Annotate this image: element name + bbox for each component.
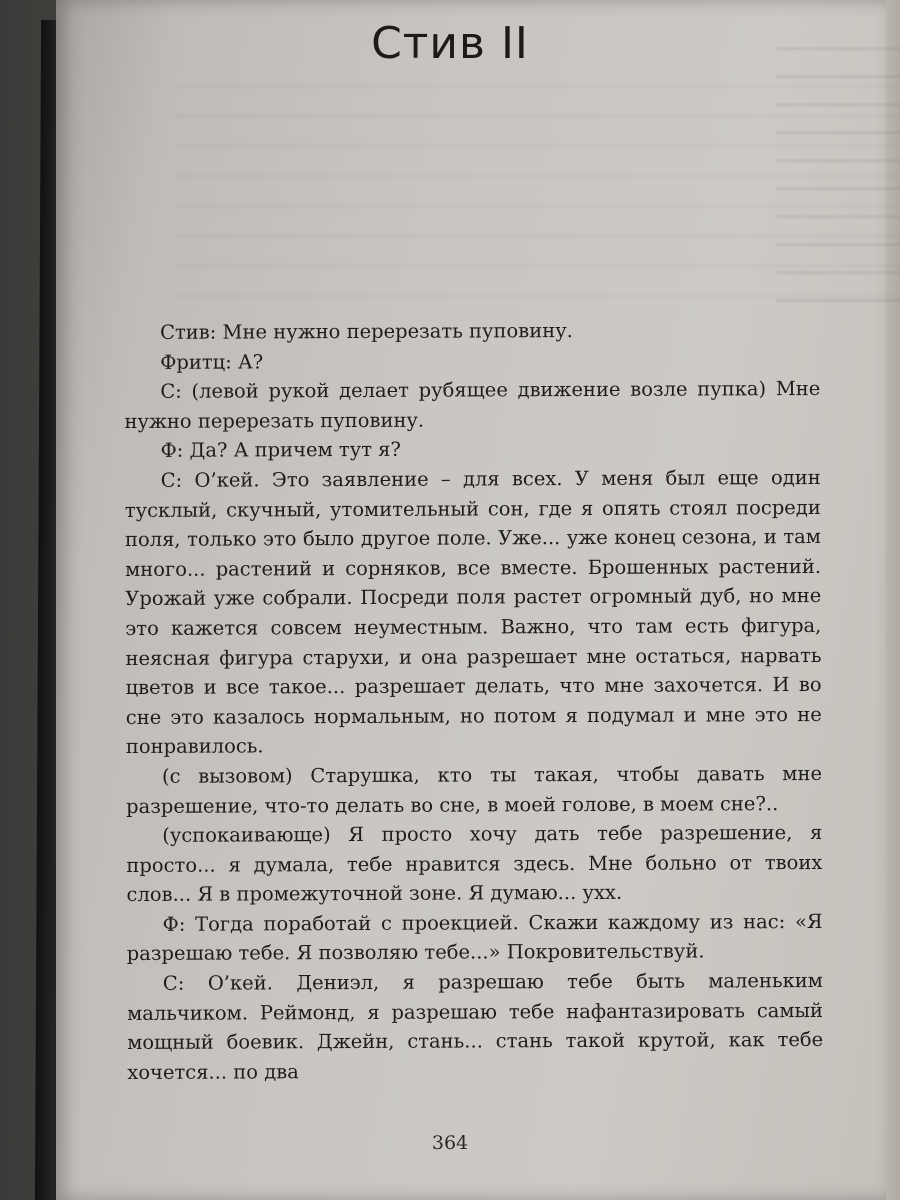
page-number: 364 [431, 1132, 469, 1154]
paragraph: Стив: Мне нужно перерезать пуповину. [160, 319, 573, 344]
chapter-title: Стив II [371, 18, 529, 69]
paragraph: Ф: Тогда поработай с проекцией. Скажи каждому из нас: «Я разрешаю тебе. Я позволяю тебе...» Покровительствуй. [126, 909, 823, 966]
paragraph: (с вызовом) Старушка, кто ты такая, чтобы давать мне разрешение, что-то делать во сне, в моей голове, в моем сне?.. [126, 761, 823, 818]
body-text [124, 315, 823, 1087]
paragraph: Фритц: А? [160, 349, 264, 374]
paragraph: Ф: Да? А причем тут я? [160, 438, 401, 463]
paragraph: С: О’кей. Это заявление – для всех. У меня был еще один тусклый, скучный, утомительный сон, где я опять стоял посреди поля, только это было другое поле. Уже... уже конец сезона, и там много... растений и сорняков, все вместе. Брошенных растений. Урожай уже собрали. Посреди поля растет огромный дуб, но мне это кажется совсем неуместным. Важно, что там есть фигура, неясная фигура старухи, и она разрешает мне остаться, нарвать цветов и все такое... разрешает делать, что мне захочется. И во сне это казалось нормальным, но потом я подумал и мне это не понравилось. [124, 465, 822, 759]
paragraph: С: (левой рукой делает рубящее движение возле пупка) Мне нужно перерезать пуповину. [124, 377, 821, 433]
paragraph: С: О’кей. Дениэл, я разрешаю тебе быть маленьким мальчиком. Реймонд, я разрешаю тебе нафантазировать самый мощный боевик. Джейн, стань... стань такой крутой, как тебе хочется... по два [126, 969, 824, 1084]
paragraph: (успокаивающе) Я просто хочу дать тебе разрешение, я просто... я думала, тебе нравится здесь. Мне больно от твоих слов... Я в промежуточной зоне. Я думаю... ухх. [126, 821, 823, 907]
show-through-text-right [776, 30, 900, 310]
